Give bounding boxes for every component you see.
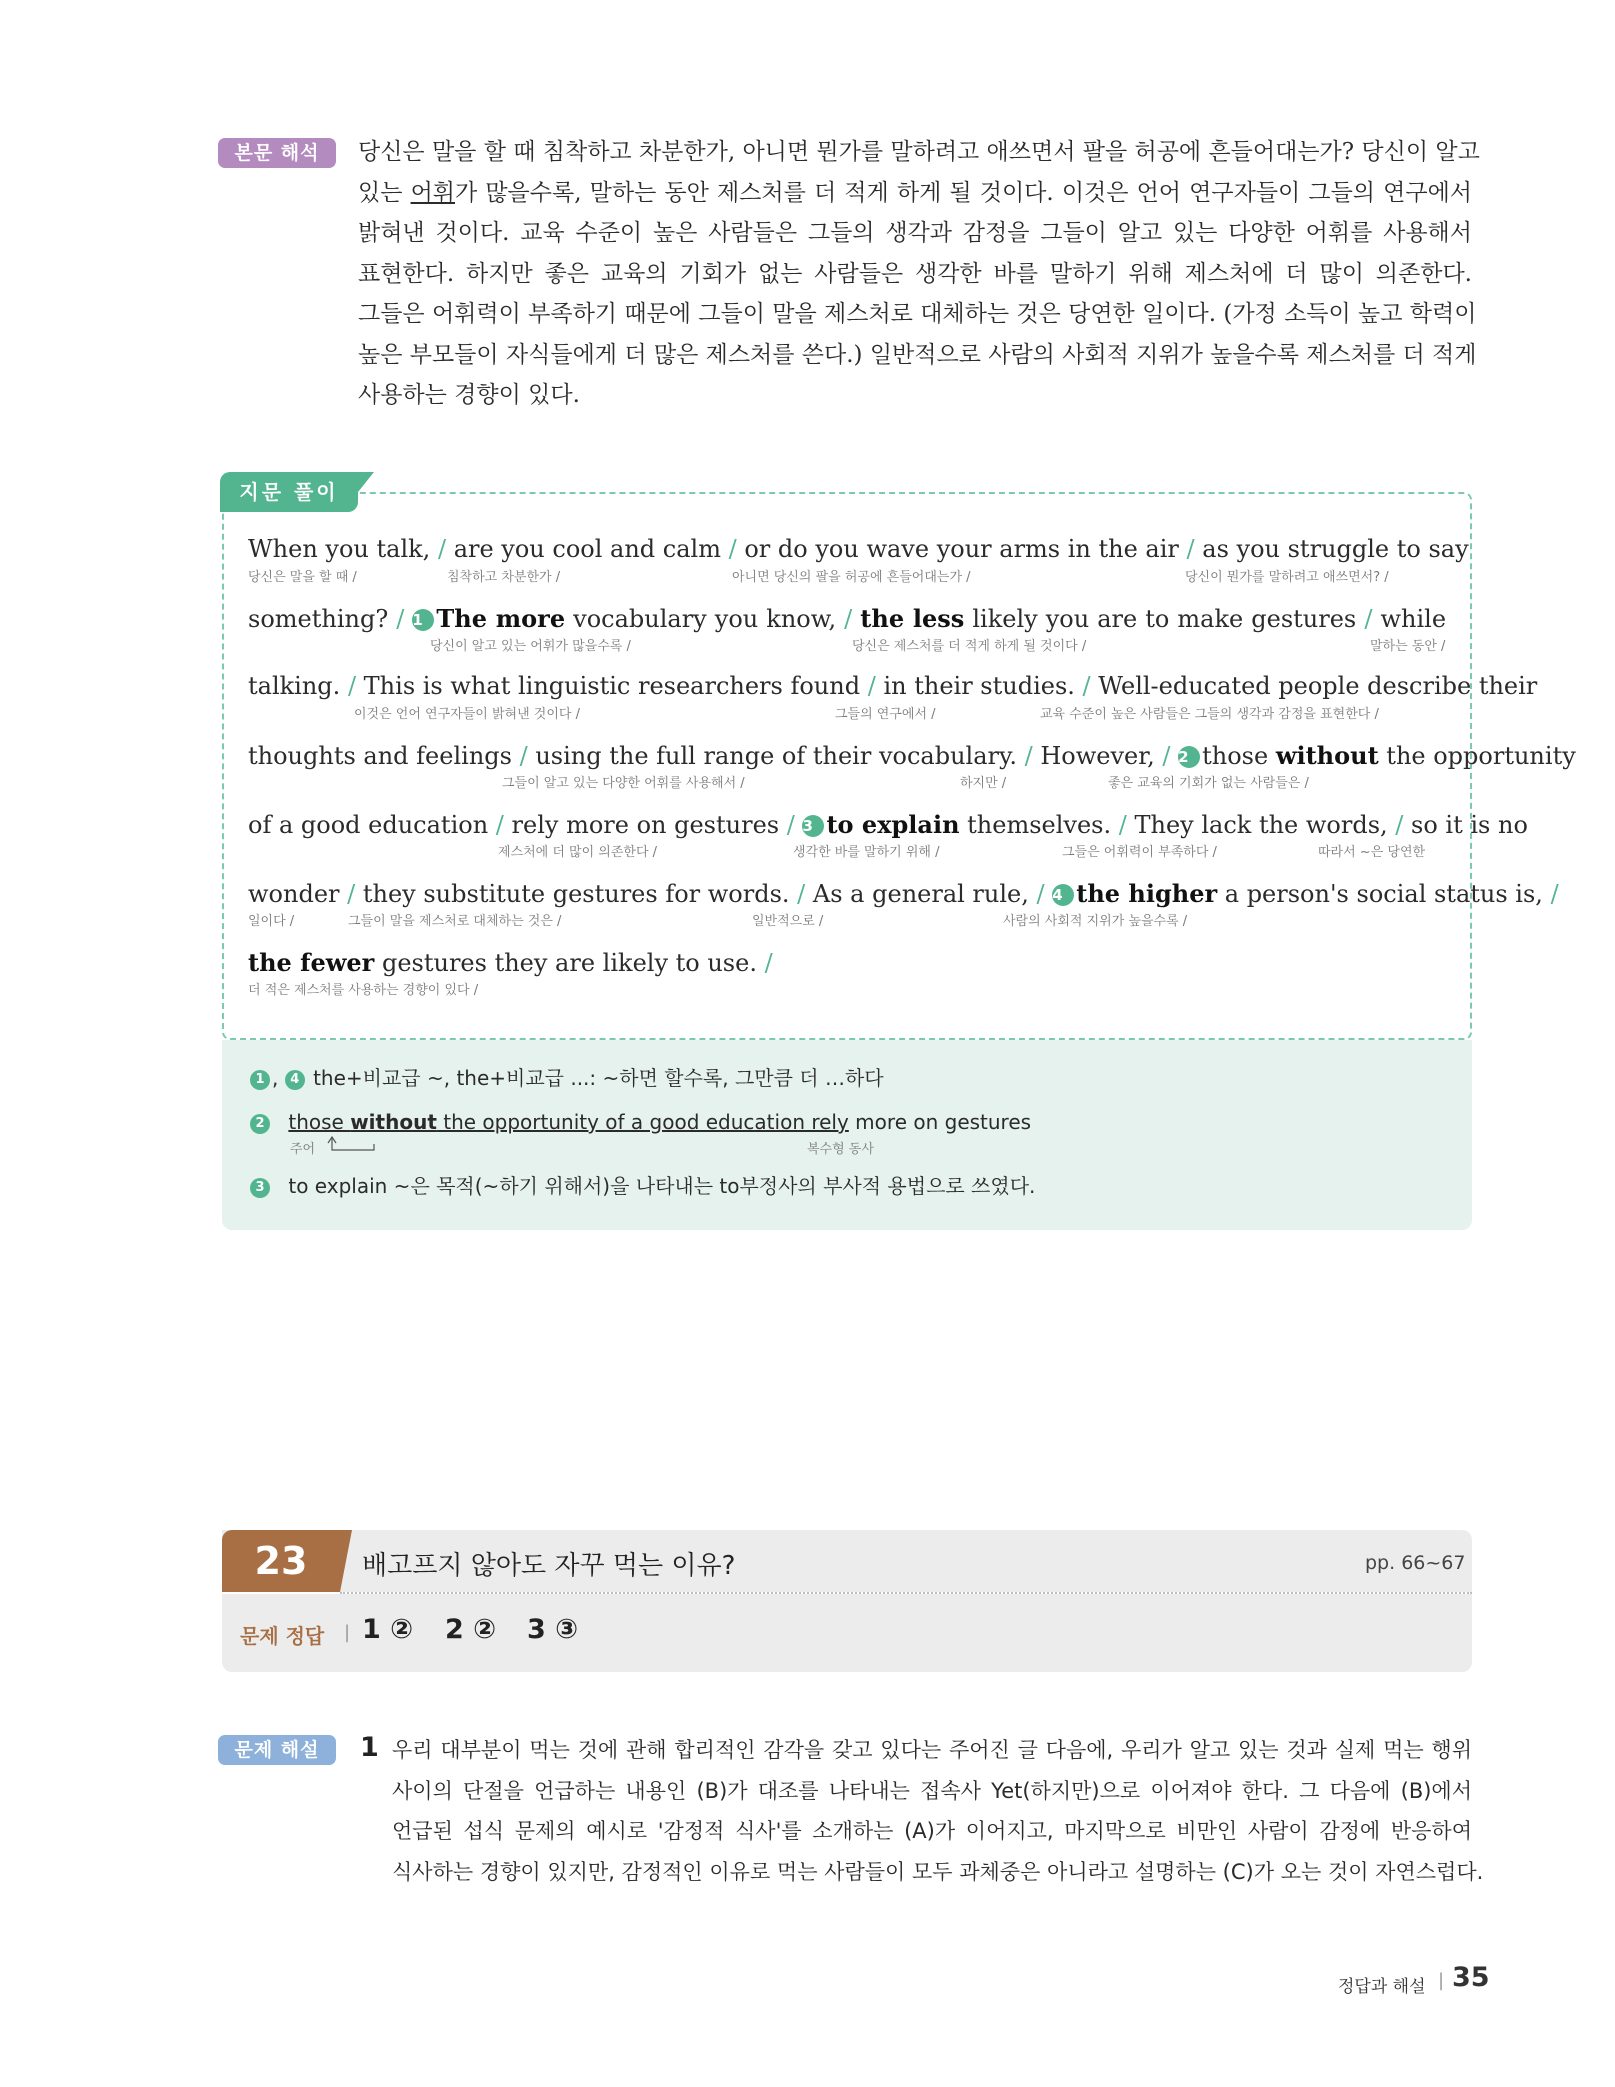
explanation-line: 언급된 섭식 문제의 예시로 '감정적 식사'를 소개하는 (A)가 이어지고, 마지막으로 비만인 사람이 감정에 반응하여 bbox=[392, 1819, 1472, 1843]
number-marker: 3 bbox=[802, 815, 824, 837]
note-1: 1 , 4 the+비교급 ~, the+비교급 ...: ~하면 할수록, 그만큼 더 …하다 bbox=[250, 1062, 884, 1091]
gloss: 이것은 언어 연구자들이 밝혀낸 것이다 / bbox=[354, 707, 580, 722]
explanation-line: 우리 대부분이 먹는 것에 관해 합리적인 감각을 갖고 있다는 주어진 글 다음에, 우리가 알고 있는 것과 실제 먹는 행위 bbox=[392, 1738, 1472, 1762]
subject-label: 주어 bbox=[290, 1142, 316, 1157]
section-title: 배고프지 않아도 자꾸 먹는 이유? bbox=[362, 1551, 736, 1581]
gloss: 제스처에 더 많이 의존한다 / bbox=[498, 845, 658, 860]
explanation-line: 사이의 단절을 언급하는 내용인 (B)가 대조를 나타내는 접속사 Yet(하지만)으로 이어져야 한다. 그 다음에 (B)에서 bbox=[392, 1778, 1472, 1803]
gloss: 사람의 사회적 지위가 높을수록 / bbox=[1003, 914, 1188, 929]
section-number: 23 bbox=[222, 1530, 340, 1592]
explanation-number: 1 bbox=[360, 1732, 379, 1763]
gloss: 당신이 알고 있는 어휘가 많을수록 / bbox=[430, 639, 631, 654]
gloss: 침착하고 차분한가 / bbox=[447, 570, 561, 585]
gloss: 따라서 ~은 당연한 bbox=[1318, 845, 1426, 860]
passage-line-7: the fewer gestures they are likely to use. / bbox=[248, 948, 773, 977]
translation-line: 사용하는 경향이 있다. bbox=[358, 382, 580, 408]
gloss: 그들의 연구에서 / bbox=[835, 707, 936, 722]
note-2: 2 those without the opportunity of a good education rely more on gestures bbox=[250, 1110, 1031, 1134]
gloss: 아니면 당신의 팔을 허공에 흔들어대는가 / bbox=[732, 570, 971, 585]
gloss: 그들이 알고 있는 다양한 어휘를 사용해서 / bbox=[502, 776, 745, 791]
gloss: 좋은 교육의 기회가 없는 사람들은 / bbox=[1108, 776, 1309, 791]
divider: | bbox=[344, 1622, 351, 1643]
translation-line: 표현한다. 하지만 좋은 교육의 기회가 없는 사람들은 생각한 바를 말하기 위해 제스처에 더 많이 의존한다. bbox=[358, 260, 1472, 287]
answer-2: 2 ② bbox=[445, 1614, 497, 1645]
translation-line: 있는 어휘가 많을수록, 말하는 동안 제스처를 더 적게 하게 될 것이다. 이것은 언어 연구자들이 그들의 연구에서 bbox=[358, 179, 1472, 206]
explanation-line: 식사하는 경향이 있지만, 감정적인 이유로 먹는 사람들이 모두 과체중은 아니라고 설명하는 (C)가 오는 것이 자연스럽다. bbox=[392, 1859, 1484, 1884]
grammar-notes bbox=[222, 1040, 1472, 1230]
gloss: 일반적으로 / bbox=[752, 914, 824, 929]
gloss: 교육 수준이 높은 사람들은 그들의 생각과 감정을 표현한다 / bbox=[1040, 707, 1379, 722]
gloss: 그들은 어휘력이 부족하다 / bbox=[1062, 845, 1217, 860]
passage-line-3: talking. / This is what linguistic researchers found / in their studies. / Well-educated people describe their bbox=[248, 672, 1538, 700]
passage-line-4: thoughts and feelings / using the full range of their vocabulary. / However, / 2 those without the opportunity bbox=[248, 741, 1576, 770]
divider: | bbox=[1438, 1970, 1445, 1991]
number-marker: 4 bbox=[1052, 884, 1074, 906]
gloss: 당신은 제스처를 더 적게 하게 될 것이다 / bbox=[852, 639, 1087, 654]
verb-label: 복수형 동사 bbox=[807, 1142, 874, 1157]
explanation-text bbox=[392, 1730, 1484, 1892]
answer-label: 문제 정답 bbox=[240, 1624, 325, 1648]
passage-line-1: When you talk, / are you cool and calm / or do you wave your arms in the air / as you struggle to say bbox=[248, 535, 1469, 563]
translation-line: 당신은 말을 할 때 침착하고 차분한가, 아니면 뭔가를 말하려고 애쓰면서 팔을 허공에 흔들어대는가? 당신이 알고 bbox=[358, 139, 1480, 165]
passage-tab: 지문 풀이 bbox=[220, 472, 358, 512]
subject-arrow bbox=[324, 1136, 384, 1156]
gloss: 당신이 뭔가를 말하려고 애쓰면서? / bbox=[1185, 570, 1389, 585]
translation-text bbox=[358, 132, 1480, 416]
explanation-label: 문제 해설 bbox=[218, 1735, 336, 1765]
section-pages: pp. 66~67 bbox=[1365, 1552, 1466, 1574]
gloss: 일이다 / bbox=[248, 914, 295, 929]
passage-line-5: of a good education / rely more on gestures / 3 to explain themselves. / They lack the words, / so it is no bbox=[248, 810, 1528, 839]
gloss: 당신은 말을 할 때 / bbox=[248, 570, 357, 585]
passage-line-6: wonder / they substitute gestures for words. / As a general rule, / 4 the higher a person's social status is, / bbox=[248, 879, 1559, 908]
translation-label: 본문 해석 bbox=[218, 138, 336, 168]
answer-1: 1 ② bbox=[362, 1614, 414, 1645]
gloss: 생각한 바를 말하기 위해 / bbox=[793, 845, 940, 860]
number-marker: 2 bbox=[1178, 746, 1200, 768]
gloss: 그들이 말을 제스처로 대체하는 것은 / bbox=[348, 914, 562, 929]
page-number: 35 bbox=[1452, 1962, 1490, 1993]
translation-line: 높은 부모들이 자식들에게 더 많은 제스처를 쓴다.) 일반적으로 사람의 사회적 지위가 높을수록 제스처를 더 적게 bbox=[358, 341, 1477, 368]
footer-label: 정답과 해설 bbox=[1338, 1977, 1426, 1997]
gloss: 말하는 동안 / bbox=[1370, 639, 1446, 654]
translation-line: 그들은 어휘력이 부족하기 때문에 그들이 말을 제스처로 대체하는 것은 당연한 일이다. (가정 소득이 높고 학력이 bbox=[358, 301, 1477, 327]
translation-line: 밝혀낸 것이다. 교육 수준이 높은 사람들은 그들의 생각과 감정을 그들이 알고 있는 다양한 어휘를 사용해서 bbox=[358, 220, 1472, 246]
gloss: 더 적은 제스처를 사용하는 경향이 있다 / bbox=[248, 983, 479, 998]
answer-3: 3 ③ bbox=[527, 1614, 579, 1645]
note-3: 3 to explain ~은 목적(~하기 위해서)을 나타내는 to부정사의 부사적 용법으로 쓰였다. bbox=[250, 1170, 1035, 1199]
number-marker: 1 bbox=[412, 609, 434, 631]
gloss: 하지만 / bbox=[960, 776, 1007, 791]
passage-line-2: something? / 1 The more vocabulary you know, / the less likely you are to make gestures / while bbox=[248, 604, 1447, 633]
